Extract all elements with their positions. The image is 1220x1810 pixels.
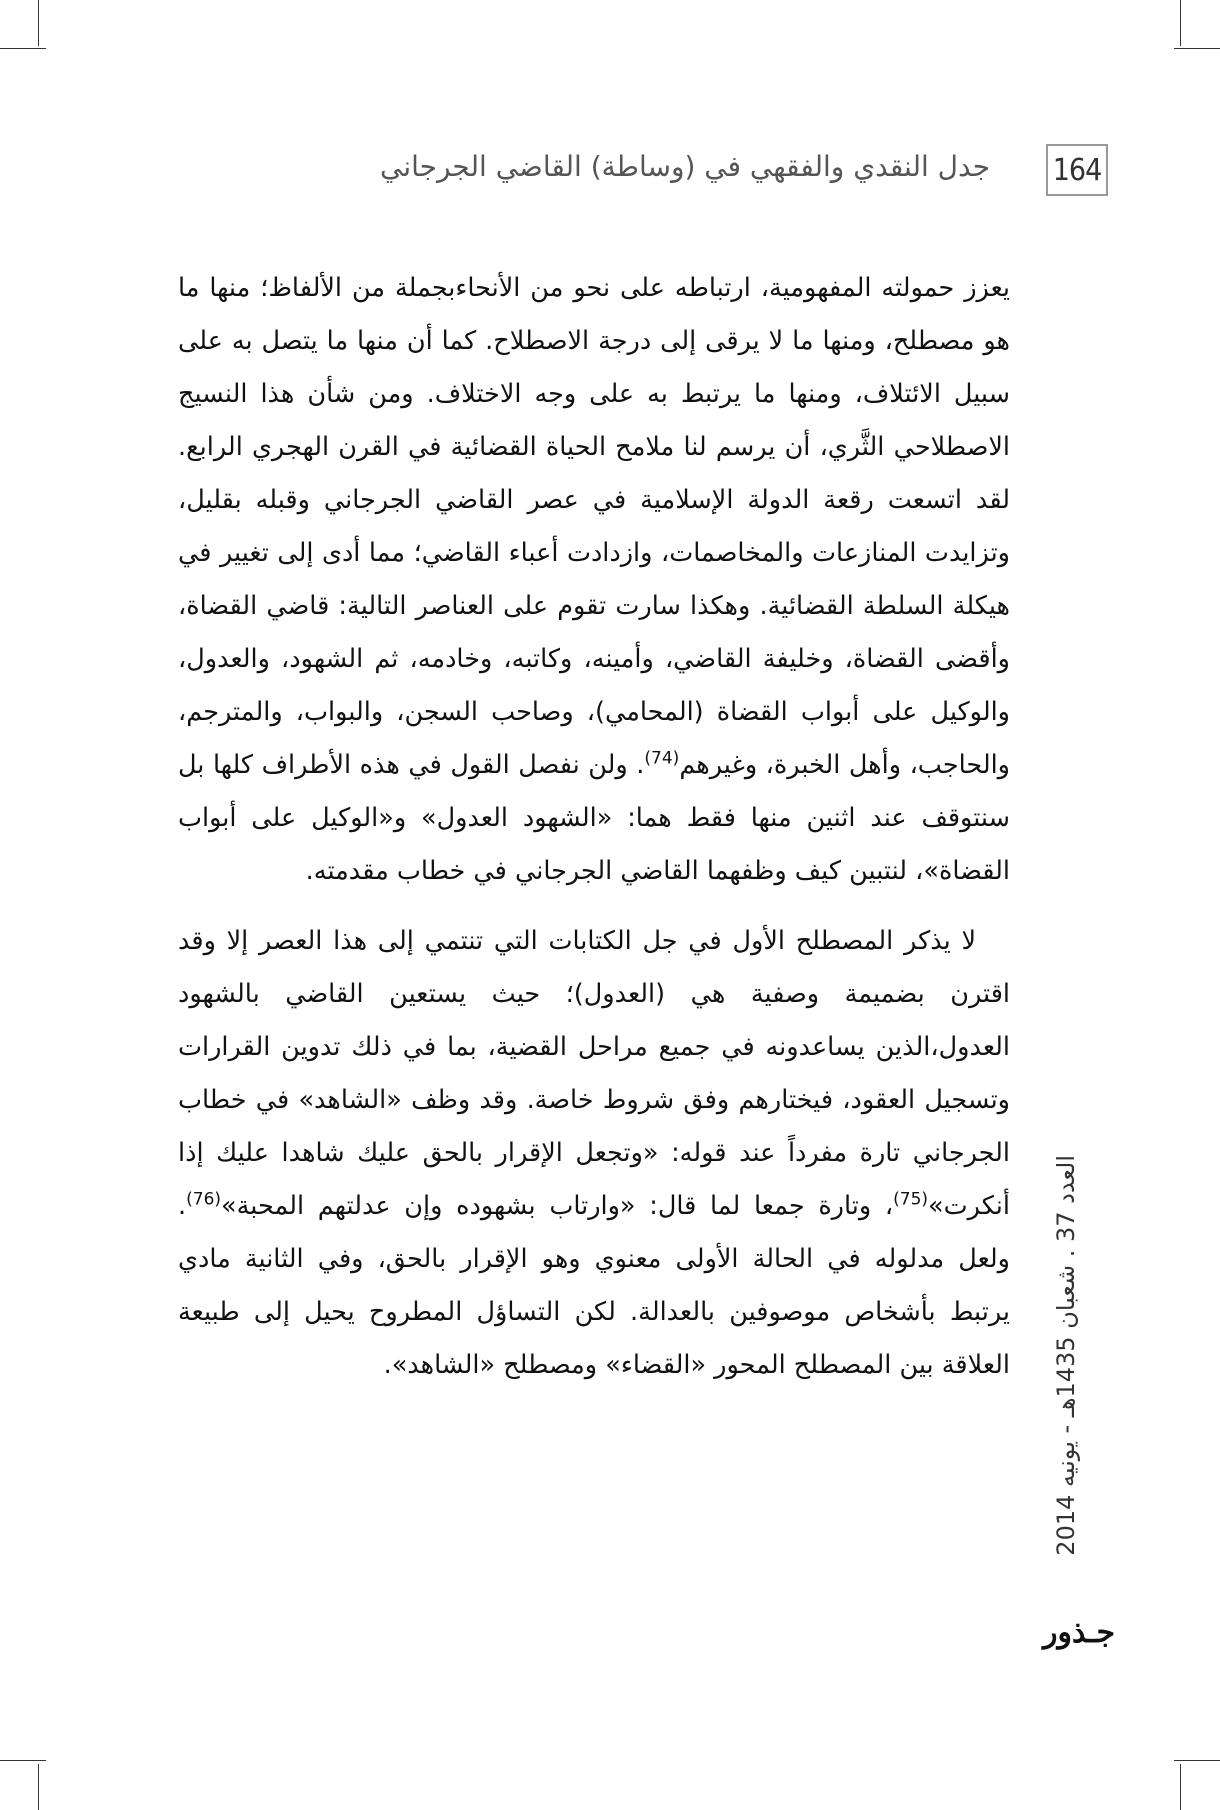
paragraph-text: . ولعل مدلوله في الحالة الأولى معنوي وهو الإقرار بالحق، وفي الثانية مادي يرتبط بأشخاص موصوفين بالعدالة. لكن التساؤل المطروح يحيل إلى طبيعة العلاقة بين المصطلح المحور «القضاء» ومصطلح «الشاهد». [178, 1191, 1010, 1380]
crop-mark [1174, 1760, 1220, 1761]
footnote-ref[interactable]: (76) [186, 1189, 222, 1210]
crop-mark [1174, 48, 1220, 49]
crop-mark [1180, 1764, 1181, 1810]
crop-mark [38, 0, 39, 46]
journal-issue-info: العدد 37 . شعبان 1435هـ - يونيه 2014 [1052, 1155, 1080, 1556]
article-body [178, 262, 1010, 1392]
crop-mark [0, 48, 46, 49]
crop-mark [1180, 0, 1181, 46]
footnote-ref[interactable]: (74) [644, 748, 680, 769]
footnote-ref[interactable]: (75) [893, 1189, 929, 1210]
paragraph-text: . ولن نفصل القول في هذه الأطراف كلها بل سنتوقف عند اثنين منها فقط هما: «الشهود العدول» و«الوكيل على أبواب القضاة»، لنتبين كيف وظفهما القاضي الجرجاني في خطاب مقدمته. [178, 750, 1010, 886]
paragraph-text: ، وتارة جمعا لما قال: «وارتاب بشهوده وإن عدلتهم المحبة» [221, 1191, 894, 1221]
running-title: جدل النقدي والفقهي في (وساطة) القاضي الجرجاني [380, 150, 990, 183]
paragraph [178, 262, 1010, 898]
journal-logo: جـذور [1042, 1615, 1116, 1650]
page-number: 164 [1046, 144, 1108, 196]
paragraph [178, 915, 1010, 1392]
crop-mark [38, 1764, 39, 1810]
paragraph-text: لا يذكر المصطلح الأول في جل الكتابات التي تنتمي إلى هذا العصر إلا وقد اقترن بضميمة وصفية هي (العدول)؛ حيث يستعين القاضي بالشهود العدول،الذين يساعدونه في جميع مراحل القضية، بما في ذلك تدوين القرارات وتسجيل العقود، فيختارهم وفق شروط خاصة. وقد وظف «الشاهد» في خطاب الجرجاني تارة مفرداً عند قوله: «وتجعل الإقرار بالحق عليك شاهدا عليك إذا أنكرت» [178, 926, 1010, 1221]
paragraph-text: يعزز حمولته المفهومية، ارتباطه على نحو من الأنحاءبجملة من الألفاظ؛ منها ما هو مصطلح، ومنها ما لا يرقى إلى درجة الاصطلاح. كما أن منها ما يتصل به على سبيل الائتلاف، ومنها ما يرتبط به على وجه الاختلاف. ومن شأن هذا النسيج الاصطلاحي الثَّري، أن يرسم لنا ملامح الحياة القضائية في القرن الهجري الرابع. لقد اتسعت رقعة الدولة الإسلامية في عصر القاضي الجرجاني وقبله بقليل، وتزايدت المنازعات والمخاصمات، وازدادت أعباء القاضي؛ مما أدى إلى تغيير في هيكلة السلطة القضائية. وهكذا سارت تقوم على العناصر التالية: قاضي القضاة، وأقضى القضاة، وخليفة القاضي، وأمينه، وكاتبه، وخادمه، ثم الشهود، والعدول، والوكيل على أبواب القضاة (المحامي)، وصاحب السجن، والبواب، والمترجم، والحاجب، وأهل الخبرة، وغيرهم [178, 273, 1010, 780]
crop-mark [0, 1760, 46, 1761]
